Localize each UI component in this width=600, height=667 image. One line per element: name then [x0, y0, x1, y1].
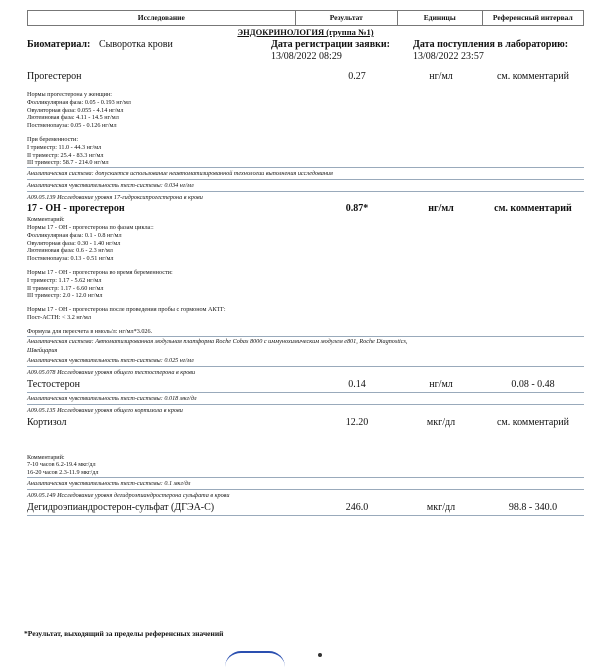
test-unit: мкг/дл	[426, 416, 456, 428]
note-line: Овуляторная фаза: 0.30 - 1.40 нг/мл	[27, 239, 121, 247]
test-value: 246.0	[345, 501, 369, 513]
note-line: Нормы 17 - ОН - прогестерона после проведения пробы с гормоном АКТГ:	[27, 306, 226, 314]
test-value: 0.87*	[345, 203, 369, 215]
test-row-17oh-progesterone	[27, 203, 584, 216]
lab-date-label: Дата поступления в лабораторию:	[413, 39, 569, 50]
analytical-info: A09.05.135 Исследование уровня общего кортизола в крови	[27, 404, 584, 416]
test-unit: нг/мл	[429, 71, 453, 82]
note-line: Нормы прогестерона у женщин:	[27, 91, 113, 98]
note-line: III триместр: 2.0 - 12.0 нг/мл	[27, 292, 103, 300]
note-line: Комментарий:	[27, 216, 65, 224]
analytical-info: Аналитическая система: Автоматизированная модульная платформа Roche Cobas 8000 с иммунохимическим модулем e801, Roche Diagnostics,	[27, 336, 584, 346]
analytical-info: A09.05.149 Исследование уровня дегидроэпиандростерона сульфата в крови	[27, 489, 584, 501]
header-units: Единицы	[398, 11, 483, 25]
test-ref: 0.08 - 0.48	[511, 378, 555, 390]
analytical-info: Аналитическая чувствительность тест-системы: 0.034 нг/мл	[27, 179, 584, 191]
note-line: Пост-АСТН: < 3.2 нг/мл	[27, 313, 91, 321]
test-name: Прогестерон	[27, 71, 82, 82]
lab-report	[27, 10, 584, 516]
analytical-info: A09.05.078 Исследование уровня общего тестостерона в крови	[27, 366, 584, 378]
test-notes	[27, 454, 584, 477]
test-ref: 98.8 - 340.0	[508, 501, 558, 513]
test-name: Тестостерон	[27, 378, 80, 390]
test-ref: см. комментарий	[496, 71, 569, 82]
analytical-info: Швейцария	[27, 346, 58, 354]
note-line: Овуляторная фаза: 0.055 - 4.14 нг/мл	[27, 106, 124, 114]
registration-label: Дата регистрации заявки:	[271, 39, 390, 50]
biomaterial-label: Биоматериал:	[27, 39, 91, 50]
biomaterial-block	[27, 37, 584, 69]
registration-value: 13/08/2022 08:29	[271, 51, 342, 62]
note-line: Формула для пересчета в нмоль/л: нг/мл*3.026.	[27, 327, 153, 335]
analytical-info: Аналитическая система: допускается использование неавтоматизированной технологии выполнения исследования	[27, 167, 584, 179]
note-line: I триместр: 1.17 - 5.62 нг/мл	[27, 276, 102, 284]
header-study: Исследование	[28, 11, 296, 25]
test-ref: см. комментарий	[494, 203, 572, 215]
signature-mark	[318, 653, 322, 657]
note-line: Постменопауза: 0.13 - 0.51 нг/мл	[27, 255, 114, 263]
biomaterial-value: Сыворотка крови	[99, 39, 173, 50]
note-line: Лютеиновая фаза: 4.11 - 14.5 нг/мл	[27, 114, 119, 122]
note-line: Фолликулярная фаза: 0.1 - 0.8 нг/мл	[27, 231, 122, 239]
analytical-info: Аналитическая чувствительность тест-системы: 0.018 мкг/дл	[27, 392, 584, 404]
test-unit: нг/мл	[429, 378, 453, 390]
test-notes	[27, 216, 584, 335]
note-line: 7-10 часов 6.2-19.4 мкг/дл	[27, 461, 96, 469]
note-line: При беременности:	[27, 135, 79, 143]
note-line: Лютеиновая фаза: 0.6 - 2.3 нг/мл	[27, 247, 113, 255]
test-row-testosterone	[27, 378, 584, 392]
section-title: ЭНДОКРИНОЛОГИЯ (группа №1)	[237, 27, 374, 37]
note-line: Нормы 17 - ОН - прогестерона по фазам цикла::	[27, 223, 154, 231]
test-row-progesterone	[27, 69, 584, 85]
test-unit: мкг/дл	[426, 501, 456, 513]
table-header	[27, 10, 584, 26]
test-row-dhea-s	[27, 501, 584, 516]
test-name: 17 - ОН - прогестерон	[27, 203, 125, 215]
note-line: Фолликулярная фаза: 0.05 - 0.193 нг/мл	[27, 98, 131, 106]
footnote: *Результат, выходящий за пределы референсных значений	[24, 629, 224, 638]
header-ref: Референсный интервал	[492, 13, 573, 22]
note-line: Нормы 17 - ОН - прогестерона во время беременности:	[27, 268, 173, 276]
test-value: 0.14	[348, 378, 366, 390]
note-line: Комментарий:	[27, 453, 65, 461]
test-notes	[27, 91, 584, 167]
header-result: Результат	[296, 11, 398, 25]
test-unit: нг/мл	[428, 203, 454, 215]
lab-date-value: 13/08/2022 23:57	[413, 51, 484, 62]
note-line: II триместр: 25.4 - 83.3 нг/мл	[27, 151, 104, 159]
note-line: II триместр: 1.17 - 6.60 нг/мл	[27, 284, 104, 292]
stamp-seal	[225, 651, 285, 667]
note-line: I триместр: 11.0 - 44.3 нг/мл	[27, 143, 102, 151]
note-line: Постменопауза: 0.05 - 0.126 нг/мл	[27, 122, 117, 130]
test-name: Кортизол	[27, 416, 67, 428]
test-value: 0.27	[348, 71, 366, 82]
test-value: 12.20	[345, 416, 369, 428]
analytical-info: A09.05.139 Исследование уровня 17-гидроксипрогестерона в крови	[27, 191, 584, 203]
analytical-info: Аналитическая чувствительность тест-системы: 0.025 нг/мл	[27, 356, 194, 364]
note-line: III триместр: 58.7 - 214.0 нг/мл	[27, 159, 109, 167]
test-ref: см. комментарий	[496, 416, 569, 428]
analytical-info: Аналитическая чувствительность тест-системы: 0.1 мкг/дл	[27, 477, 584, 489]
note-line: 16-20 часов 2.3-11.9 мкг/дл	[27, 469, 99, 477]
test-row-cortisol	[27, 416, 584, 454]
test-name: Дегидроэпиандростерон-сульфат (ДГЭА-С)	[27, 501, 215, 513]
